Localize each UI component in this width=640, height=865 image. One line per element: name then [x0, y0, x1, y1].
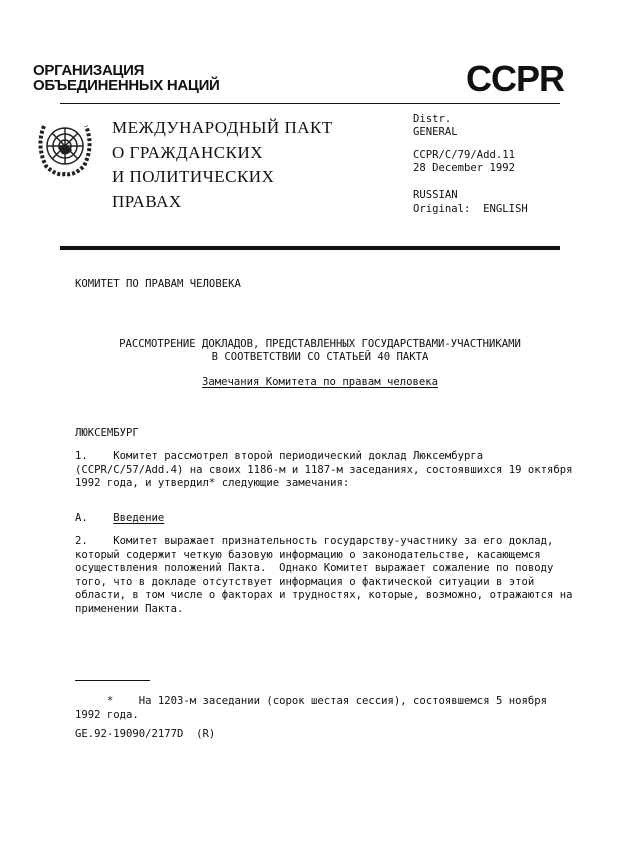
- paragraph-2: [75, 535, 572, 616]
- text-line: 1992 года.: [75, 708, 139, 721]
- title-line: И ПОЛИТИЧЕСКИХ: [112, 167, 275, 186]
- paragraph-1: [75, 450, 572, 491]
- text-line: области, в том числе о факторах и трудностях, которые, возможно, отражаются на: [75, 589, 573, 601]
- subheading: [60, 376, 580, 390]
- text-line: того, что в докладе отсутствует информация о фактической ситуации в этой: [75, 575, 535, 588]
- title-line: ПРАВАХ: [112, 191, 182, 211]
- text-line: * На 1203-м заседании (сорок шестая сессия), состоявшемся 5 ноября: [75, 695, 547, 707]
- covenant-title: [112, 116, 333, 214]
- distribution-value: GENERAL: [413, 126, 458, 138]
- un-emblem-icon: [34, 116, 96, 178]
- text-line: 2. Комитет выражает признательность государству-участнику за его доклад,: [75, 535, 554, 547]
- text-line: применении Пакта.: [75, 602, 184, 615]
- heading-line: РАССМОТРЕНИЕ ДОКЛАДОВ, ПРЕДСТАВЛЕННЫХ ГОСУДАРСТВАМИ-УЧАСТНИКАМИ: [119, 338, 521, 350]
- job-number: GE.92-19090/2177D (R): [75, 728, 216, 740]
- section-number: A.: [75, 512, 88, 524]
- footnote-rule: [75, 680, 150, 681]
- org-line-1: ОРГАНИЗАЦИЯ: [33, 62, 145, 79]
- heading-line: В СООТВЕТСТВИИ СО СТАТЬЕЙ 40 ПАКТА: [211, 351, 429, 363]
- document-symbol: CCPR: [466, 58, 565, 99]
- text-line: осуществления положений Пакта. Однако Комитет выражает сожаление по поводу: [75, 562, 554, 574]
- title-line: О ГРАЖДАНСКИХ: [112, 142, 264, 162]
- document-date: 28 December 1992: [413, 162, 516, 174]
- subheading-text: Замечания Комитета по правам человека: [202, 376, 438, 388]
- document-number: CCPR/C/79/Add.11: [413, 149, 516, 161]
- text-line: 1992 года, и утвердил* следующие замечания:: [75, 477, 350, 489]
- org-line-2: ОБЪЕДИНЕННЫХ НАЦИЙ: [33, 77, 220, 94]
- country-heading: ЛЮКСЕМБУРГ: [75, 427, 139, 439]
- original-language: Original: ENGLISH: [413, 203, 528, 215]
- header-thick-rule: [60, 246, 560, 250]
- text-line: (CCPR/C/57/Add.4) на своих 1186-м и 1187-м заседаниях, состоявшихся 19 октября: [75, 463, 573, 476]
- header-rule: [60, 103, 560, 104]
- section-a-heading: [75, 512, 164, 526]
- section-title: Введение: [113, 512, 165, 524]
- distribution-label: Distr.: [413, 113, 452, 125]
- text-line: который содержит четкую базовую информацию о законодательстве, касающемся: [75, 548, 541, 561]
- committee-name: КОМИТЕТ ПО ПРАВАМ ЧЕЛОВЕКА: [75, 278, 241, 290]
- footnote: [75, 695, 547, 722]
- title-line: МЕЖДУНАРОДНЫЙ ПАКТ: [112, 118, 333, 137]
- text-line: 1. Комитет рассмотрел второй периодический доклад Люксембурга: [75, 450, 484, 462]
- organization-name: [33, 63, 220, 93]
- document-language: RUSSIAN: [413, 189, 458, 201]
